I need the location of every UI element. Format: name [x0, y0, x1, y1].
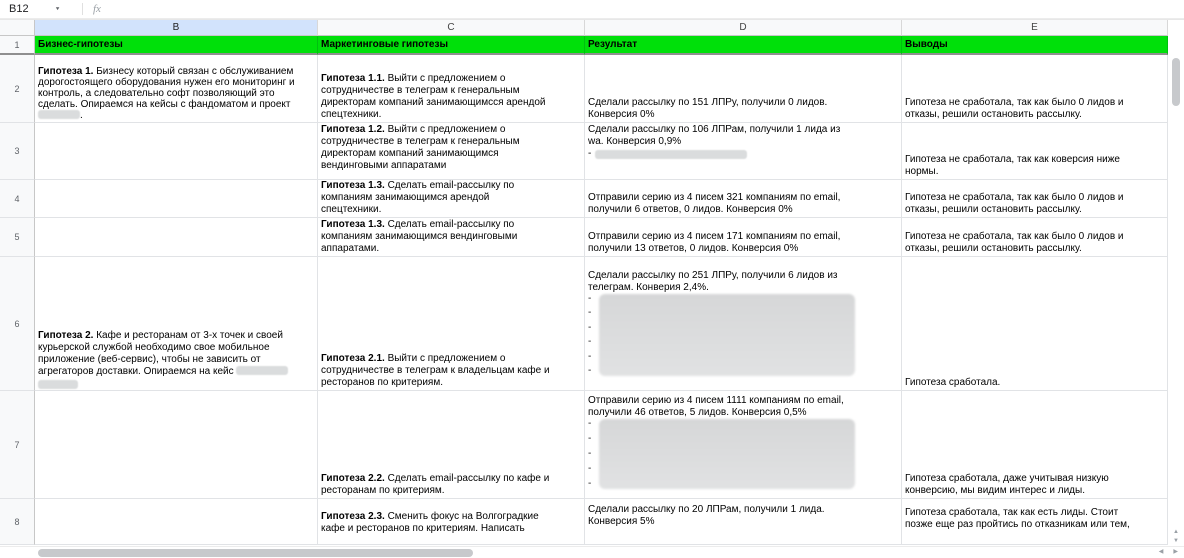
- cell-C7[interactable]: Гипотеза 2.2. Сделать email-рассылку по кафе и ресторанам по критериям.: [318, 391, 585, 499]
- cell-E7[interactable]: Гипотеза сработала, даже учитывая низкую конверсию, мы видим интерес и лиды.: [902, 391, 1168, 499]
- redacted-block: [599, 294, 855, 376]
- redacted-text: [236, 366, 288, 375]
- cell-E2[interactable]: Гипотеза не сработала, так как было 0 лидов и отказы, решили остановить рассылку.: [902, 55, 1168, 123]
- table-row-5: [0, 218, 1184, 257]
- table-row-3: [0, 123, 1184, 180]
- cell-C8[interactable]: Гипотеза 2.3. Сменить фокус на Волгоградкие кафе и ресторанов по критериям. Написать: [318, 499, 585, 545]
- scroll-right-icon[interactable]: ▶: [1173, 549, 1178, 555]
- column-headers: [0, 19, 1184, 36]
- chevron-down-icon[interactable]: ▼: [54, 6, 61, 12]
- cell-E5[interactable]: Гипотеза не сработала, так как было 0 лидов и отказы, решили остановить рассылку.: [902, 218, 1168, 257]
- vertical-scrollbar-thumb[interactable]: [1172, 58, 1180, 106]
- select-all-corner[interactable]: [0, 20, 35, 36]
- cell-C3[interactable]: Гипотеза 1.2. Выйти с предложением о сотрудничестве в телеграм к генеральным директорам компаний занимающимся вендинговыми аппаратами: [318, 123, 585, 180]
- horizontal-scrollbar-thumb[interactable]: [38, 549, 473, 557]
- redacted-text: [38, 110, 80, 119]
- scroll-up-icon[interactable]: ▲: [1173, 529, 1179, 535]
- cell-C5[interactable]: Гипотеза 1.3. Сделать email-рассылку по компаниям занимающимся вендинговыми аппаратами.: [318, 218, 585, 257]
- cell-E1[interactable]: Выводы: [902, 36, 1168, 55]
- vertical-scrollbar[interactable]: [1168, 20, 1184, 546]
- table-row-2: [0, 55, 1184, 123]
- cell-B2[interactable]: Гипотеза 1. Бизнесу который связан с обслуживанием дорогостоящего оборудования нужен его мониторинг и контроль, а следовательно софт позволяющий это сделать. Опираемся на кейсы с фандоматом и проект .: [35, 55, 318, 123]
- cell-C1[interactable]: Маркетинговые гипотезы: [318, 36, 585, 55]
- cell-E8[interactable]: Гипотеза сработала, так как есть лиды. Стоит позже еще раз пройтись по отказникам или тем,: [902, 499, 1168, 545]
- cell-B5[interactable]: [35, 218, 318, 257]
- table-row-4: [0, 180, 1184, 218]
- fx-icon: fx: [93, 3, 101, 15]
- cell-C2[interactable]: Гипотеза 1.1. Выйти с предложением о сотрудничестве в телеграм к генеральным директорам компаний занимающимсся арендой спецтехники.: [318, 55, 585, 123]
- row-header-3[interactable]: 3: [0, 123, 35, 180]
- column-header-d[interactable]: D: [585, 20, 902, 36]
- cell-D1[interactable]: Результат: [585, 36, 902, 55]
- cell-E4[interactable]: Гипотеза не сработала, так как было 0 лидов и отказы, решили остановить рассылку.: [902, 180, 1168, 218]
- cell-E3[interactable]: Гипотеза не сработала, так как коверсия ниже нормы.: [902, 123, 1168, 180]
- row-header-7[interactable]: 7: [0, 391, 35, 499]
- redacted-text: [38, 380, 78, 389]
- cell-B4[interactable]: [35, 180, 318, 218]
- redacted-block: [599, 419, 855, 489]
- redacted-text: [595, 150, 747, 159]
- cell-D7[interactable]: Отправили серию из 4 писем 1111 компаниям по email, получили 46 ответов, 5 лидов. Конверсия 0,5% - - - - -: [585, 391, 902, 499]
- cell-D5[interactable]: Отправили серию из 4 писем 171 компаниям по email, получили 13 ответов, 0 лидов. Конверсия 0%: [585, 218, 902, 257]
- column-header-e[interactable]: E: [902, 20, 1168, 36]
- scroll-down-icon[interactable]: ▼: [1173, 538, 1179, 544]
- cell-D8[interactable]: Сделали рассылку по 20 ЛПРам, получили 1 лида. Конверсия 5%: [585, 499, 902, 545]
- cell-B6[interactable]: Гипотеза 2. Кафе и ресторанам от 3-х точек и своей курьерской службой необходимо свое мобильное приложение (веб-сервис), чтобы не зависить от агрегаторов доставки. Опираемся на кейс: [35, 257, 318, 391]
- divider: [82, 3, 83, 15]
- cell-C6[interactable]: Гипотеза 2.1. Выйти с предложением о сотрудничестве в телеграм к владельцам кафе и ресторанов по критериям.: [318, 257, 585, 391]
- cell-E6[interactable]: Гипотеза сработала.: [902, 257, 1168, 391]
- row-header-1[interactable]: 1: [0, 36, 35, 55]
- table-row-6: [0, 257, 1184, 391]
- row-header-6[interactable]: 6: [0, 257, 35, 391]
- cell-C4[interactable]: Гипотеза 1.3. Сделать email-рассылку по компаниям занимающимся арендой спецтехники.: [318, 180, 585, 218]
- row-header-2[interactable]: 2: [0, 55, 35, 123]
- row-header-5[interactable]: 5: [0, 218, 35, 257]
- table-row-1: [0, 36, 1184, 55]
- formula-bar: [0, 0, 1184, 19]
- table-row-7: [0, 391, 1184, 499]
- cell-B7[interactable]: [35, 391, 318, 499]
- row-header-4[interactable]: 4: [0, 180, 35, 218]
- cell-D2[interactable]: Сделали рассылку по 151 ЛПРу, получили 0 лидов. Конверсия 0%: [585, 55, 902, 123]
- cell-D3[interactable]: Сделали рассылку по 106 ЛПРам, получили 1 лида из wa. Конверсия 0,9% -: [585, 123, 902, 180]
- cell-D4[interactable]: Отправили серию из 4 писем 321 компаниям по email, получили 6 ответов, 0 лидов. Конверсия 0%: [585, 180, 902, 218]
- name-box[interactable]: [0, 0, 78, 18]
- horizontal-scrollbar[interactable]: [0, 546, 1184, 558]
- row-header-8[interactable]: 8: [0, 499, 35, 545]
- cell-B3[interactable]: [35, 123, 318, 180]
- cell-D6[interactable]: Сделали рассылку по 251 ЛПРу, получили 6 лидов из телеграм. Конверия 2,4%. - - - - - -: [585, 257, 902, 391]
- cell-B1[interactable]: Бизнес-гипотезы: [35, 36, 318, 55]
- formula-input[interactable]: [101, 0, 1184, 18]
- cell-reference: B12: [9, 3, 29, 15]
- table-row-8: [0, 499, 1184, 545]
- cell-B8[interactable]: [35, 499, 318, 545]
- scroll-left-icon[interactable]: ◀: [1158, 549, 1164, 555]
- column-header-b[interactable]: B: [35, 20, 318, 36]
- column-header-c[interactable]: C: [318, 20, 585, 36]
